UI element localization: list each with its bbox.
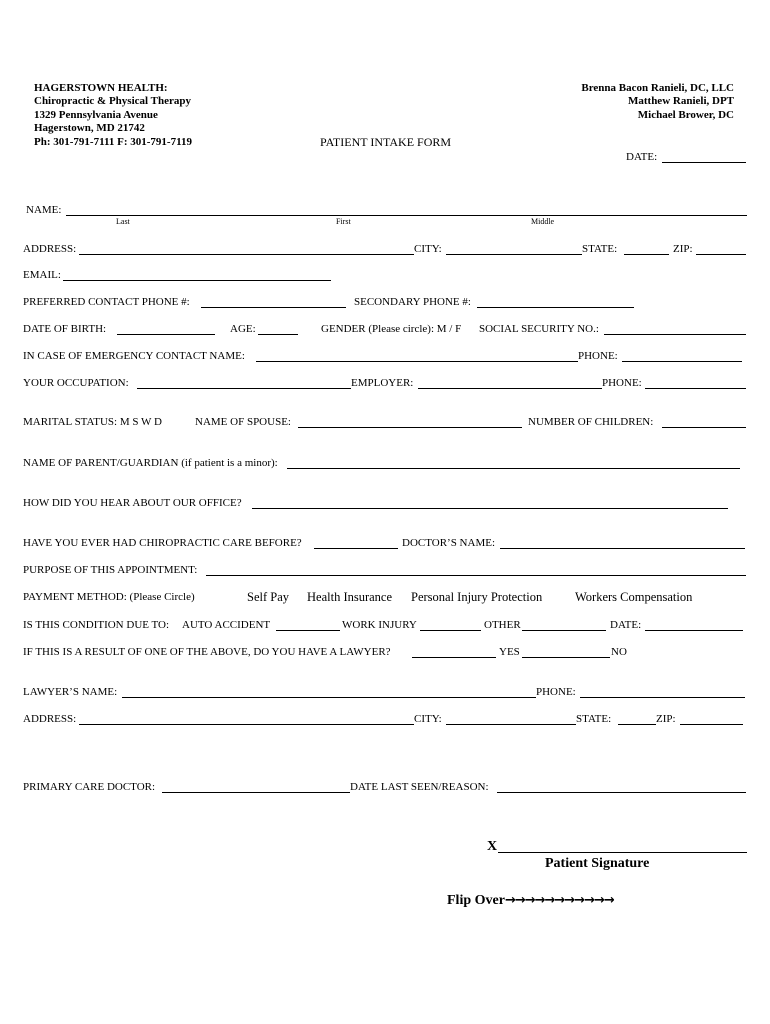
primary-doctor-label: PRIMARY CARE DOCTOR: [23, 781, 156, 793]
children-label: NUMBER OF CHILDREN: [528, 416, 654, 428]
employer-label: EMPLOYER: [351, 377, 414, 389]
clinic-address-line1: 1329 Pennsylvania Avenue [34, 108, 158, 121]
clinic-info [34, 82, 192, 149]
employer-phone-label: PHONE: [602, 377, 642, 389]
other-label: OTHER [484, 619, 521, 631]
doctor-name-input-line[interactable] [500, 548, 745, 549]
employer-input-line[interactable] [418, 388, 602, 389]
date-label: DATE: [626, 151, 658, 163]
zip-input-line[interactable] [696, 254, 746, 255]
email-label: EMAIL: [23, 269, 61, 281]
doctor-name-label: DOCTOR’S NAME: [402, 537, 496, 549]
lawyer-state-label: STATE: [576, 713, 612, 725]
heard-about-input-line[interactable] [252, 508, 728, 509]
lawyer-name-label: LAWYER’S NAME: [23, 686, 118, 698]
payment-option-workers-comp[interactable]: Workers Compensation [575, 590, 693, 604]
date-last-seen-label: DATE LAST SEEN/REASON: [350, 781, 489, 793]
occupation-input-line[interactable] [137, 388, 351, 389]
clinic-name: HAGERSTOWN HEALTH: [34, 82, 168, 94]
heard-about-label: HOW DID YOU HEAR ABOUT OUR OFFICE? [23, 497, 242, 509]
date-input-line[interactable] [662, 162, 746, 163]
employer-phone-input-line[interactable] [645, 388, 746, 389]
gender-label: GENDER (Please circle): M / F [321, 323, 462, 335]
lawyer-yes-label: YES [499, 646, 520, 658]
lawyer-zip-input-line[interactable] [680, 724, 743, 725]
payment-method-label: PAYMENT METHOD: (Please Circle) [23, 591, 195, 603]
name-input-line[interactable] [66, 215, 747, 216]
lawyer-city-input-line[interactable] [446, 724, 576, 725]
name-first-sublabel: First [336, 217, 351, 226]
lawyer-city-label: CITY: [414, 713, 442, 725]
provider-name: Brenna Bacon Ranieli, DC, LLC [581, 82, 734, 94]
condition-date-input-line[interactable] [645, 630, 743, 631]
email-input-line[interactable] [63, 280, 331, 281]
purpose-input-line[interactable] [206, 575, 746, 576]
payment-option-self-pay[interactable]: Self Pay [247, 590, 290, 604]
purpose-label: PURPOSE OF THIS APPOINTMENT: [23, 564, 198, 576]
emergency-contact-input-line[interactable] [256, 361, 578, 362]
auto-accident-input-line[interactable] [276, 630, 340, 631]
state-input-line[interactable] [624, 254, 669, 255]
zip-label: ZIP: [673, 243, 693, 255]
lawyer-phone-label: PHONE: [536, 686, 576, 698]
auto-accident-label: AUTO ACCIDENT [182, 619, 271, 631]
address-input-line[interactable] [79, 254, 414, 255]
arrow-right-icons: →→→→→→→→→→→ [504, 893, 614, 908]
clinic-phone-fax: Ph: 301-791-7111 F: 301-791-7119 [34, 135, 192, 148]
lawyer-zip-label: ZIP: [656, 713, 676, 725]
children-input-line[interactable] [662, 427, 746, 428]
lawyer-no-label: NO [611, 646, 627, 658]
state-label: STATE: [582, 243, 618, 255]
occupation-label: YOUR OCCUPATION: [23, 377, 129, 389]
lawyer-yes-input-line[interactable] [522, 657, 610, 658]
marital-status-label: MARITAL STATUS: M S W D [23, 416, 162, 428]
lawyer-phone-input-line[interactable] [580, 697, 745, 698]
guardian-input-line[interactable] [287, 468, 740, 469]
work-injury-label: WORK INJURY [342, 619, 417, 631]
age-input-line[interactable] [258, 334, 298, 335]
provider-name: Matthew Ranieli, DPT [627, 95, 734, 108]
dob-input-line[interactable] [117, 334, 215, 335]
ssn-input-line[interactable] [604, 334, 746, 335]
name-middle-sublabel: Middle [531, 217, 555, 226]
guardian-label: NAME OF PARENT/GUARDIAN (if patient is a minor): [23, 457, 278, 469]
emergency-phone-input-line[interactable] [622, 361, 742, 362]
name-label: NAME: [26, 204, 62, 216]
signature-label: Patient Signature [545, 856, 650, 871]
date-last-seen-input-line[interactable] [497, 792, 746, 793]
flip-over-note [447, 893, 614, 909]
prior-care-label: HAVE YOU EVER HAD CHIROPRACTIC CARE BEFORE? [23, 537, 302, 549]
form-title: PATIENT INTAKE FORM [320, 135, 452, 149]
emergency-phone-label: PHONE: [578, 350, 618, 362]
condition-date-label: DATE: [610, 619, 642, 631]
payment-option-health-insurance[interactable]: Health Insurance [307, 590, 393, 604]
payment-option-pip[interactable]: Personal Injury Protection [411, 590, 543, 604]
lawyer-address-input-line[interactable] [79, 724, 414, 725]
flip-over-label: Flip Over [447, 893, 505, 908]
provider-list [581, 82, 734, 122]
lawyer-question-input-line[interactable] [412, 657, 496, 658]
dob-label: DATE OF BIRTH: [23, 323, 107, 335]
ssn-label: SOCIAL SECURITY NO.: [479, 323, 599, 335]
name-last-sublabel: Last [116, 217, 130, 226]
city-label: CITY: [414, 243, 442, 255]
primary-doctor-input-line[interactable] [162, 792, 350, 793]
spouse-label: NAME OF SPOUSE: [195, 416, 291, 428]
provider-name: Michael Brower, DC [637, 108, 734, 121]
secondary-phone-label: SECONDARY PHONE #: [354, 296, 471, 308]
lawyer-state-input-line[interactable] [618, 724, 656, 725]
signature-input-line[interactable] [498, 852, 747, 853]
city-input-line[interactable] [446, 254, 582, 255]
clinic-address-line2: Hagerstown, MD 21742 [34, 122, 145, 135]
prior-care-input-line[interactable] [314, 548, 398, 549]
lawyer-question-label: IF THIS IS A RESULT OF ONE OF THE ABOVE, DO YOU HAVE A LAWYER? [23, 646, 391, 658]
lawyer-address-label: ADDRESS: [23, 713, 77, 725]
signature-x-mark: X [487, 839, 498, 854]
preferred-phone-input-line[interactable] [201, 307, 346, 308]
lawyer-name-input-line[interactable] [122, 697, 536, 698]
clinic-subtitle: Chiropractic & Physical Therapy [34, 95, 191, 108]
age-label: AGE: [230, 323, 256, 335]
address-label: ADDRESS: [23, 243, 77, 255]
emergency-contact-label: IN CASE OF EMERGENCY CONTACT NAME: [23, 350, 245, 362]
spouse-input-line[interactable] [298, 427, 522, 428]
preferred-phone-label: PREFERRED CONTACT PHONE #: [23, 296, 190, 308]
secondary-phone-input-line[interactable] [477, 307, 634, 308]
work-injury-input-line[interactable] [420, 630, 481, 631]
other-input-line[interactable] [522, 630, 606, 631]
condition-due-label: IS THIS CONDITION DUE TO: [23, 619, 170, 631]
